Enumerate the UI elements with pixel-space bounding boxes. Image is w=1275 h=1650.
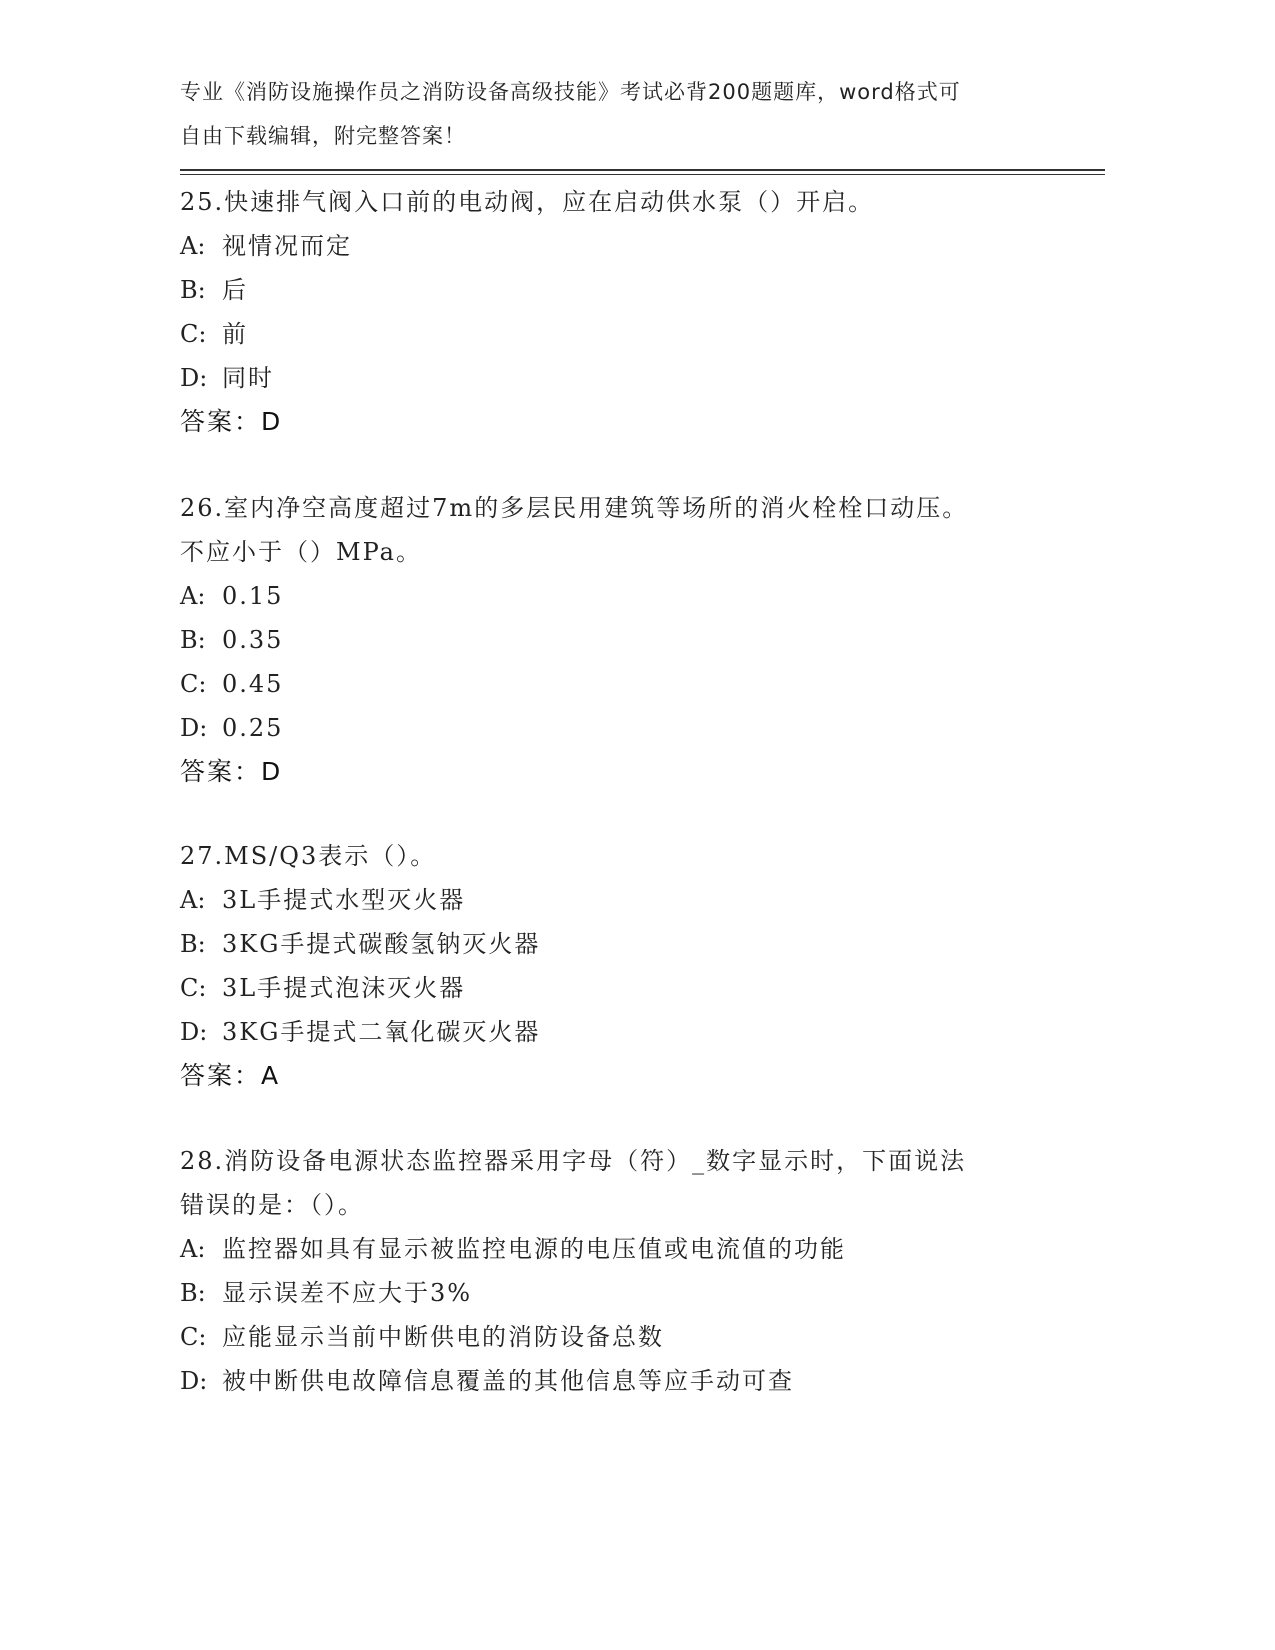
option-a <box>180 224 1120 268</box>
header-line-2: 自由下载编辑，附完整答案！ <box>180 124 466 148</box>
question-stem: 27.MS/Q3表示（）。 <box>180 842 437 870</box>
option-letter: A: <box>180 582 206 610</box>
option-b <box>180 922 1120 966</box>
option-a <box>180 878 1120 922</box>
option-letter: B: <box>180 276 206 304</box>
question-block-28 <box>180 1139 1120 1403</box>
option-letter: B: <box>180 1279 206 1307</box>
option-d <box>180 706 1120 750</box>
question-block-27 <box>180 834 1120 1098</box>
option-text: 3L手提式泡沫灭火器 <box>222 974 466 1002</box>
option-a <box>180 1227 1120 1271</box>
option-b <box>180 618 1120 662</box>
option-a <box>180 574 1120 618</box>
question-stem: 25.快速排气阀入口前的电动阀，应在启动供水泵（）开启。 <box>180 188 875 216</box>
option-letter: C: <box>180 974 207 1002</box>
option-letter: A: <box>180 1235 206 1263</box>
option-text: 0.35 <box>222 626 284 654</box>
option-d <box>180 1010 1120 1054</box>
option-b <box>180 1271 1120 1315</box>
question-stem-continued: 错误的是：（）。 <box>180 1191 364 1219</box>
option-c <box>180 1315 1120 1359</box>
question-block-25 <box>180 180 1120 444</box>
question-stem-continued: 不应小于（）MPa。 <box>180 538 422 566</box>
option-letter: A: <box>180 232 206 260</box>
option-letter: D: <box>180 714 208 742</box>
option-letter: C: <box>180 670 207 698</box>
option-letter: A: <box>180 886 206 914</box>
question-stem: 26.室内净空高度超过7m的多层民用建筑等场所的消火栓栓口动压。 <box>180 494 969 522</box>
option-letter: D: <box>180 1018 208 1046</box>
option-text: 0.25 <box>222 714 284 742</box>
option-letter: B: <box>180 626 206 654</box>
option-letter: C: <box>180 1323 207 1351</box>
header-divider <box>180 169 1105 175</box>
option-text: 3KG手提式二氧化碳灭火器 <box>222 1018 541 1046</box>
answer-line: 答案：A <box>180 1061 281 1090</box>
option-c <box>180 662 1120 706</box>
option-text: 被中断供电故障信息覆盖的其他信息等应手动可查 <box>222 1367 794 1395</box>
option-text: 前 <box>222 320 248 348</box>
option-letter: D: <box>180 364 208 392</box>
option-letter: B: <box>180 930 206 958</box>
option-text: 0.45 <box>222 670 284 698</box>
option-d <box>180 356 1120 400</box>
option-text: 0.15 <box>222 582 284 610</box>
option-text: 视情况而定 <box>222 232 352 260</box>
answer-line: 答案：D <box>180 407 283 436</box>
option-text: 应能显示当前中断供电的消防设备总数 <box>222 1323 664 1351</box>
option-text: 显示误差不应大于3% <box>222 1279 473 1307</box>
option-letter: D: <box>180 1367 208 1395</box>
option-letter: C: <box>180 320 207 348</box>
option-text: 3L手提式水型灭火器 <box>222 886 466 914</box>
option-d <box>180 1359 1120 1403</box>
option-c <box>180 312 1120 356</box>
document-header <box>180 70 1040 158</box>
question-stem: 28.消防设备电源状态监控器采用字母（符）_数字显示时，下面说法 <box>180 1147 967 1175</box>
option-text: 后 <box>222 276 248 304</box>
option-text: 同时 <box>222 364 274 392</box>
option-c <box>180 966 1120 1010</box>
option-text: 3KG手提式碳酸氢钠灭火器 <box>222 930 541 958</box>
option-text: 监控器如具有显示被监控电源的电压值或电流值的功能 <box>222 1235 846 1263</box>
header-line-1: 专业《消防设施操作员之消防设备高级技能》考试必背200题题库，word格式可 <box>180 80 961 104</box>
question-block-26 <box>180 486 1120 794</box>
option-b <box>180 268 1120 312</box>
answer-line: 答案：D <box>180 757 283 786</box>
